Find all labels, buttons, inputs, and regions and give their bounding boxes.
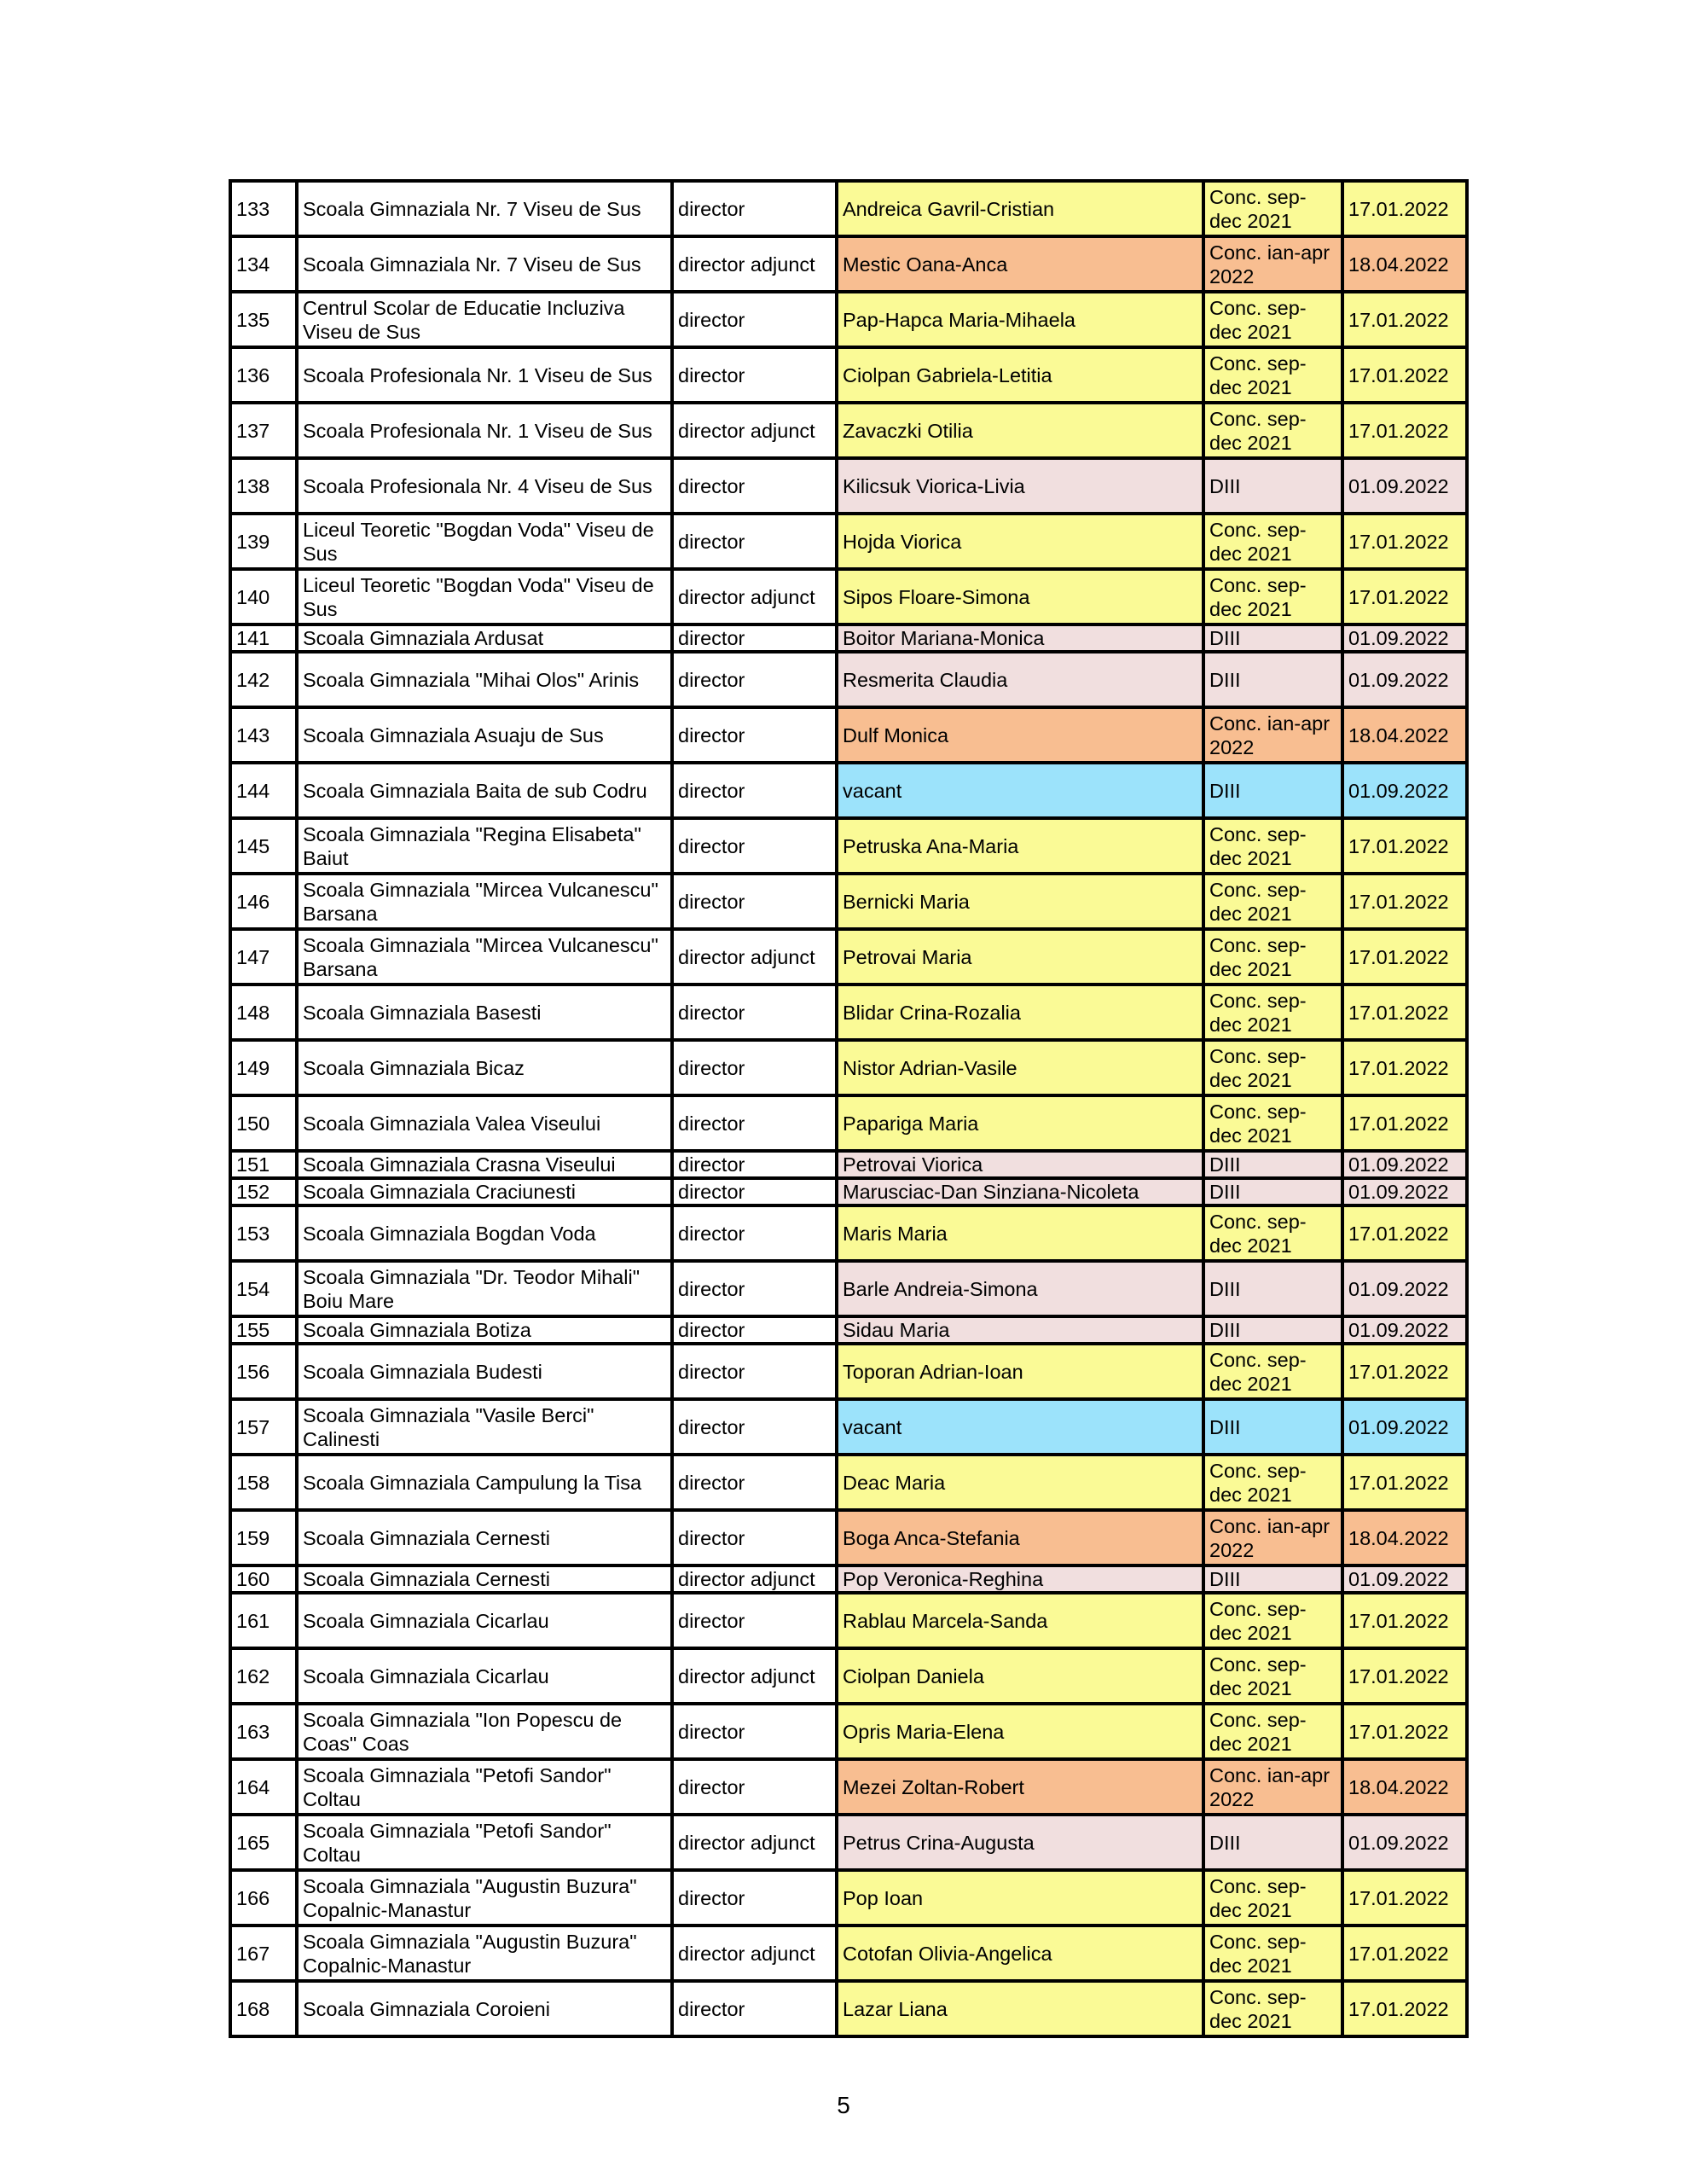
function-cell: director <box>672 985 837 1040</box>
table-row <box>230 347 1467 403</box>
function-cell: director <box>672 1178 837 1205</box>
table-row <box>230 1178 1467 1205</box>
directors-table <box>229 179 1469 2038</box>
row-number-cell: 150 <box>230 1095 297 1151</box>
date-cell: 01.09.2022 <box>1342 1815 1467 1870</box>
date-cell: 17.01.2022 <box>1342 1648 1467 1704</box>
appointment-mode-cell: Conc. sep-dec 2021 <box>1203 1455 1342 1510</box>
row-number-cell: 138 <box>230 458 297 514</box>
function-cell: director <box>672 1095 837 1151</box>
table-row <box>230 652 1467 707</box>
institution-cell: Scoala Gimnaziala Campulung la Tisa <box>297 1455 672 1510</box>
institution-cell: Scoala Gimnaziala Bicaz <box>297 1040 672 1095</box>
date-cell: 17.01.2022 <box>1342 403 1467 458</box>
function-cell: director adjunct <box>672 236 837 292</box>
row-number-cell: 147 <box>230 929 297 985</box>
person-name-cell: Papariga Maria <box>837 1095 1203 1151</box>
function-cell: director adjunct <box>672 929 837 985</box>
table-row <box>230 1565 1467 1593</box>
table-body <box>230 181 1467 2036</box>
table-row <box>230 1151 1467 1178</box>
appointment-mode-cell: DIII <box>1203 1815 1342 1870</box>
person-name-cell: Deac Maria <box>837 1455 1203 1510</box>
table-row <box>230 1981 1467 2036</box>
date-cell: 01.09.2022 <box>1342 652 1467 707</box>
institution-cell: Scoala Gimnaziala Botiza <box>297 1316 672 1344</box>
table-row <box>230 236 1467 292</box>
institution-cell: Scoala Gimnaziala Cicarlau <box>297 1648 672 1704</box>
appointment-mode-cell: DIII <box>1203 1178 1342 1205</box>
appointment-mode-cell: Conc. sep-dec 2021 <box>1203 1704 1342 1759</box>
date-cell: 01.09.2022 <box>1342 1565 1467 1593</box>
appointment-mode-cell: Conc. sep-dec 2021 <box>1203 818 1342 874</box>
appointment-mode-cell: Conc. sep-dec 2021 <box>1203 1981 1342 2036</box>
function-cell: director adjunct <box>672 403 837 458</box>
row-number-cell: 149 <box>230 1040 297 1095</box>
function-cell: director <box>672 347 837 403</box>
appointment-mode-cell: DIII <box>1203 763 1342 818</box>
institution-cell: Scoala Gimnaziala Craciunesti <box>297 1178 672 1205</box>
person-name-cell: Opris Maria-Elena <box>837 1704 1203 1759</box>
institution-cell: Scoala Gimnaziala "Dr. Teodor Mihali" Boiu Mare <box>297 1261 672 1316</box>
person-name-cell: Pap-Hapca Maria-Mihaela <box>837 292 1203 347</box>
institution-cell: Scoala Gimnaziala Cernesti <box>297 1565 672 1593</box>
appointment-mode-cell: Conc. sep-dec 2021 <box>1203 1648 1342 1704</box>
appointment-mode-cell: Conc. sep-dec 2021 <box>1203 292 1342 347</box>
appointment-mode-cell: Conc. sep-dec 2021 <box>1203 1870 1342 1926</box>
row-number-cell: 146 <box>230 874 297 929</box>
date-cell: 01.09.2022 <box>1342 1151 1467 1178</box>
date-cell: 17.01.2022 <box>1342 874 1467 929</box>
row-number-cell: 135 <box>230 292 297 347</box>
table-row <box>230 985 1467 1040</box>
person-name-cell: Cotofan Olivia-Angelica <box>837 1926 1203 1981</box>
table-row <box>230 1510 1467 1565</box>
table-row <box>230 1261 1467 1316</box>
table-row <box>230 1399 1467 1455</box>
person-name-cell: Dulf Monica <box>837 707 1203 763</box>
row-number-cell: 152 <box>230 1178 297 1205</box>
institution-cell: Scoala Gimnaziala "Augustin Buzura" Copalnic-Manastur <box>297 1926 672 1981</box>
person-name-cell: Kilicsuk Viorica-Livia <box>837 458 1203 514</box>
institution-cell: Scoala Gimnaziala "Augustin Buzura" Copalnic-Manastur <box>297 1870 672 1926</box>
institution-cell: Scoala Gimnaziala "Regina Elisabeta" Baiut <box>297 818 672 874</box>
function-cell: director <box>672 1510 837 1565</box>
person-name-cell: Bernicki Maria <box>837 874 1203 929</box>
table-row <box>230 1205 1467 1261</box>
row-number-cell: 157 <box>230 1399 297 1455</box>
function-cell: director <box>672 1981 837 2036</box>
date-cell: 17.01.2022 <box>1342 929 1467 985</box>
table-row <box>230 569 1467 624</box>
appointment-mode-cell: Conc. sep-dec 2021 <box>1203 985 1342 1040</box>
row-number-cell: 145 <box>230 818 297 874</box>
function-cell: director <box>672 1344 837 1399</box>
person-name-cell: Sipos Floare-Simona <box>837 569 1203 624</box>
table-row <box>230 874 1467 929</box>
function-cell: director <box>672 1261 837 1316</box>
function-cell: director <box>672 1399 837 1455</box>
date-cell: 01.09.2022 <box>1342 1316 1467 1344</box>
table-row <box>230 1648 1467 1704</box>
institution-cell: Scoala Gimnaziala Bogdan Voda <box>297 1205 672 1261</box>
institution-cell: Liceul Teoretic "Bogdan Voda" Viseu de Sus <box>297 569 672 624</box>
function-cell: director adjunct <box>672 569 837 624</box>
row-number-cell: 161 <box>230 1593 297 1648</box>
person-name-cell: Andreica Gavril-Cristian <box>837 181 1203 236</box>
appointment-mode-cell: DIII <box>1203 1151 1342 1178</box>
person-name-cell: Petruska Ana-Maria <box>837 818 1203 874</box>
appointment-mode-cell: DIII <box>1203 1261 1342 1316</box>
date-cell: 17.01.2022 <box>1342 1205 1467 1261</box>
person-name-cell: Petrovai Viorica <box>837 1151 1203 1178</box>
row-number-cell: 164 <box>230 1759 297 1815</box>
appointment-mode-cell: Conc. sep-dec 2021 <box>1203 874 1342 929</box>
appointment-mode-cell: DIII <box>1203 458 1342 514</box>
date-cell: 17.01.2022 <box>1342 181 1467 236</box>
person-name-cell: Mezei Zoltan-Robert <box>837 1759 1203 1815</box>
row-number-cell: 166 <box>230 1870 297 1926</box>
person-name-cell: vacant <box>837 1399 1203 1455</box>
person-name-cell: Hojda Viorica <box>837 514 1203 569</box>
person-name-cell: Boga Anca-Stefania <box>837 1510 1203 1565</box>
appointment-mode-cell: Conc. ian-apr 2022 <box>1203 236 1342 292</box>
person-name-cell: Boitor Mariana-Monica <box>837 624 1203 652</box>
appointment-mode-cell: Conc. sep-dec 2021 <box>1203 569 1342 624</box>
row-number-cell: 133 <box>230 181 297 236</box>
function-cell: director <box>672 181 837 236</box>
function-cell: director <box>672 624 837 652</box>
appointment-mode-cell: DIII <box>1203 1316 1342 1344</box>
appointment-mode-cell: Conc. ian-apr 2022 <box>1203 707 1342 763</box>
date-cell: 17.01.2022 <box>1342 1593 1467 1648</box>
function-cell: director <box>672 1593 837 1648</box>
table-row <box>230 514 1467 569</box>
table-row <box>230 1759 1467 1815</box>
table-row <box>230 181 1467 236</box>
date-cell: 17.01.2022 <box>1342 1344 1467 1399</box>
date-cell: 17.01.2022 <box>1342 818 1467 874</box>
institution-cell: Scoala Gimnaziala Ardusat <box>297 624 672 652</box>
date-cell: 17.01.2022 <box>1342 292 1467 347</box>
date-cell: 17.01.2022 <box>1342 569 1467 624</box>
date-cell: 18.04.2022 <box>1342 236 1467 292</box>
function-cell: director <box>672 1870 837 1926</box>
row-number-cell: 163 <box>230 1704 297 1759</box>
table-row <box>230 1926 1467 1981</box>
person-name-cell: Rablau Marcela-Sanda <box>837 1593 1203 1648</box>
function-cell: director <box>672 652 837 707</box>
row-number-cell: 148 <box>230 985 297 1040</box>
row-number-cell: 141 <box>230 624 297 652</box>
date-cell: 01.09.2022 <box>1342 763 1467 818</box>
table-row <box>230 1870 1467 1926</box>
table-row <box>230 818 1467 874</box>
row-number-cell: 165 <box>230 1815 297 1870</box>
date-cell: 18.04.2022 <box>1342 1759 1467 1815</box>
date-cell: 17.01.2022 <box>1342 1704 1467 1759</box>
date-cell: 01.09.2022 <box>1342 1178 1467 1205</box>
row-number-cell: 168 <box>230 1981 297 2036</box>
institution-cell: Scoala Gimnaziala "Petofi Sandor" Coltau <box>297 1759 672 1815</box>
appointment-mode-cell: DIII <box>1203 624 1342 652</box>
date-cell: 18.04.2022 <box>1342 707 1467 763</box>
institution-cell: Scoala Gimnaziala Asuaju de Sus <box>297 707 672 763</box>
row-number-cell: 159 <box>230 1510 297 1565</box>
row-number-cell: 167 <box>230 1926 297 1981</box>
function-cell: director <box>672 292 837 347</box>
function-cell: director <box>672 458 837 514</box>
person-name-cell: Mestic Oana-Anca <box>837 236 1203 292</box>
date-cell: 01.09.2022 <box>1342 1261 1467 1316</box>
person-name-cell: Toporan Adrian-Ioan <box>837 1344 1203 1399</box>
appointment-mode-cell: Conc. sep-dec 2021 <box>1203 929 1342 985</box>
institution-cell: Liceul Teoretic "Bogdan Voda" Viseu de Sus <box>297 514 672 569</box>
institution-cell: Scoala Gimnaziala "Vasile Berci" Calinesti <box>297 1399 672 1455</box>
institution-cell: Scoala Gimnaziala "Petofi Sandor" Coltau <box>297 1815 672 1870</box>
table-row <box>230 707 1467 763</box>
person-name-cell: Resmerita Claudia <box>837 652 1203 707</box>
row-number-cell: 144 <box>230 763 297 818</box>
appointment-mode-cell: Conc. ian-apr 2022 <box>1203 1759 1342 1815</box>
row-number-cell: 134 <box>230 236 297 292</box>
appointment-mode-cell: Conc. sep-dec 2021 <box>1203 1344 1342 1399</box>
page-number: 5 <box>837 2092 850 2118</box>
function-cell: director adjunct <box>672 1926 837 1981</box>
table-row <box>230 1593 1467 1648</box>
appointment-mode-cell: Conc. sep-dec 2021 <box>1203 1095 1342 1151</box>
row-number-cell: 142 <box>230 652 297 707</box>
table-row <box>230 1316 1467 1344</box>
institution-cell: Scoala Gimnaziala "Ion Popescu de Coas" Coas <box>297 1704 672 1759</box>
institution-cell: Scoala Gimnaziala Coroieni <box>297 1981 672 2036</box>
row-number-cell: 156 <box>230 1344 297 1399</box>
appointment-mode-cell: Conc. sep-dec 2021 <box>1203 1593 1342 1648</box>
date-cell: 17.01.2022 <box>1342 1455 1467 1510</box>
person-name-cell: Petrovai Maria <box>837 929 1203 985</box>
institution-cell: Scoala Profesionala Nr. 1 Viseu de Sus <box>297 347 672 403</box>
function-cell: director <box>672 1151 837 1178</box>
table-row <box>230 1095 1467 1151</box>
person-name-cell: Barle Andreia-Simona <box>837 1261 1203 1316</box>
person-name-cell: Blidar Crina-Rozalia <box>837 985 1203 1040</box>
row-number-cell: 137 <box>230 403 297 458</box>
function-cell: director adjunct <box>672 1815 837 1870</box>
table-row <box>230 1704 1467 1759</box>
institution-cell: Centrul Scolar de Educatie Incluziva Viseu de Sus <box>297 292 672 347</box>
person-name-cell: Sidau Maria <box>837 1316 1203 1344</box>
appointment-mode-cell: Conc. sep-dec 2021 <box>1203 403 1342 458</box>
table-row <box>230 1040 1467 1095</box>
function-cell: director <box>672 818 837 874</box>
date-cell: 17.01.2022 <box>1342 347 1467 403</box>
row-number-cell: 162 <box>230 1648 297 1704</box>
table-row <box>230 403 1467 458</box>
institution-cell: Scoala Gimnaziala Nr. 7 Viseu de Sus <box>297 236 672 292</box>
row-number-cell: 140 <box>230 569 297 624</box>
institution-cell: Scoala Gimnaziala "Mircea Vulcanescu" Barsana <box>297 874 672 929</box>
appointment-mode-cell: Conc. sep-dec 2021 <box>1203 181 1342 236</box>
appointment-mode-cell: DIII <box>1203 1399 1342 1455</box>
function-cell: director <box>672 1455 837 1510</box>
function-cell: director <box>672 1316 837 1344</box>
institution-cell: Scoala Gimnaziala "Mihai Olos" Arinis <box>297 652 672 707</box>
date-cell: 01.09.2022 <box>1342 1399 1467 1455</box>
date-cell: 17.01.2022 <box>1342 1040 1467 1095</box>
row-number-cell: 153 <box>230 1205 297 1261</box>
row-number-cell: 160 <box>230 1565 297 1593</box>
institution-cell: Scoala Gimnaziala Cicarlau <box>297 1593 672 1648</box>
row-number-cell: 136 <box>230 347 297 403</box>
institution-cell: Scoala Profesionala Nr. 4 Viseu de Sus <box>297 458 672 514</box>
institution-cell: Scoala Gimnaziala Nr. 7 Viseu de Sus <box>297 181 672 236</box>
table-row <box>230 1455 1467 1510</box>
table-row <box>230 929 1467 985</box>
function-cell: director adjunct <box>672 1565 837 1593</box>
table-row <box>230 763 1467 818</box>
appointment-mode-cell: Conc. ian-apr 2022 <box>1203 1510 1342 1565</box>
institution-cell: Scoala Profesionala Nr. 1 Viseu de Sus <box>297 403 672 458</box>
date-cell: 17.01.2022 <box>1342 514 1467 569</box>
appointment-mode-cell: Conc. sep-dec 2021 <box>1203 1926 1342 1981</box>
person-name-cell: Zavaczki Otilia <box>837 403 1203 458</box>
function-cell: director <box>672 1704 837 1759</box>
person-name-cell: Marusciac-Dan Sinziana-Nicoleta <box>837 1178 1203 1205</box>
table-row <box>230 1815 1467 1870</box>
date-cell: 17.01.2022 <box>1342 1981 1467 2036</box>
date-cell: 17.01.2022 <box>1342 1870 1467 1926</box>
function-cell: director <box>672 1205 837 1261</box>
date-cell: 17.01.2022 <box>1342 1926 1467 1981</box>
person-name-cell: Pop Ioan <box>837 1870 1203 1926</box>
row-number-cell: 143 <box>230 707 297 763</box>
date-cell: 17.01.2022 <box>1342 985 1467 1040</box>
person-name-cell: Ciolpan Gabriela-Letitia <box>837 347 1203 403</box>
institution-cell: Scoala Gimnaziala Crasna Viseului <box>297 1151 672 1178</box>
table-row <box>230 292 1467 347</box>
person-name-cell: vacant <box>837 763 1203 818</box>
appointment-mode-cell: Conc. sep-dec 2021 <box>1203 1040 1342 1095</box>
institution-cell: Scoala Gimnaziala "Mircea Vulcanescu" Barsana <box>297 929 672 985</box>
table-row <box>230 1344 1467 1399</box>
appointment-mode-cell: DIII <box>1203 1565 1342 1593</box>
function-cell: director <box>672 707 837 763</box>
institution-cell: Scoala Gimnaziala Valea Viseului <box>297 1095 672 1151</box>
person-name-cell: Nistor Adrian-Vasile <box>837 1040 1203 1095</box>
function-cell: director <box>672 1040 837 1095</box>
institution-cell: Scoala Gimnaziala Cernesti <box>297 1510 672 1565</box>
person-name-cell: Pop Veronica-Reghina <box>837 1565 1203 1593</box>
person-name-cell: Maris Maria <box>837 1205 1203 1261</box>
table-row <box>230 624 1467 652</box>
function-cell: director <box>672 874 837 929</box>
institution-cell: Scoala Gimnaziala Budesti <box>297 1344 672 1399</box>
appointment-mode-cell: Conc. sep-dec 2021 <box>1203 1205 1342 1261</box>
person-name-cell: Lazar Liana <box>837 1981 1203 2036</box>
row-number-cell: 151 <box>230 1151 297 1178</box>
date-cell: 18.04.2022 <box>1342 1510 1467 1565</box>
function-cell: director adjunct <box>672 1648 837 1704</box>
date-cell: 01.09.2022 <box>1342 624 1467 652</box>
person-name-cell: Ciolpan Daniela <box>837 1648 1203 1704</box>
institution-cell: Scoala Gimnaziala Baita de sub Codru <box>297 763 672 818</box>
appointment-mode-cell: DIII <box>1203 652 1342 707</box>
appointment-mode-cell: Conc. sep-dec 2021 <box>1203 514 1342 569</box>
table-row <box>230 458 1467 514</box>
row-number-cell: 155 <box>230 1316 297 1344</box>
appointment-mode-cell: Conc. sep-dec 2021 <box>1203 347 1342 403</box>
function-cell: director <box>672 514 837 569</box>
date-cell: 17.01.2022 <box>1342 1095 1467 1151</box>
date-cell: 01.09.2022 <box>1342 458 1467 514</box>
function-cell: director <box>672 763 837 818</box>
row-number-cell: 139 <box>230 514 297 569</box>
institution-cell: Scoala Gimnaziala Basesti <box>297 985 672 1040</box>
row-number-cell: 154 <box>230 1261 297 1316</box>
row-number-cell: 158 <box>230 1455 297 1510</box>
function-cell: director <box>672 1759 837 1815</box>
person-name-cell: Petrus Crina-Augusta <box>837 1815 1203 1870</box>
